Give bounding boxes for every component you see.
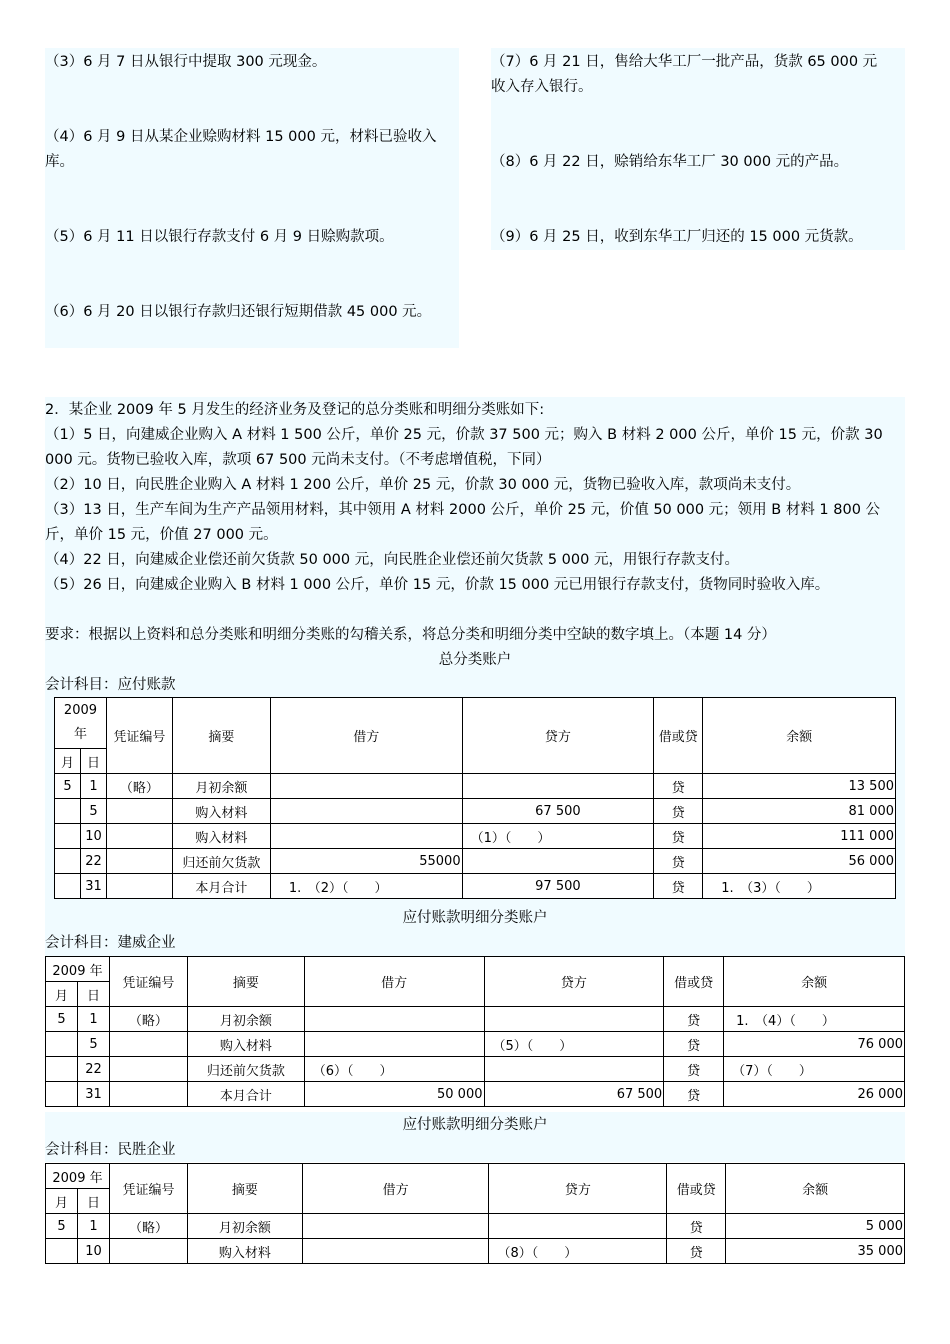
cell-summary: 本月合计 bbox=[187, 1082, 304, 1107]
cell-month: 5 bbox=[46, 1214, 78, 1239]
table-row bbox=[46, 1239, 905, 1264]
s1-item-7: （7）6 月 21 日，售给大华工厂一批产品，货款 65 000 元收入存入银行。 bbox=[491, 54, 878, 95]
s1-item-9: （9）6 月 25 日，收到东华工厂归还的 15 000 元货款。 bbox=[491, 229, 863, 245]
cell-day: 31 bbox=[77, 1082, 109, 1107]
table-row bbox=[55, 849, 896, 874]
cell-dc: 贷 bbox=[654, 849, 703, 874]
cell-voucher: （略） bbox=[109, 1007, 187, 1032]
cell-month: 5 bbox=[55, 774, 81, 799]
cell-debit: （6）（ ） bbox=[304, 1057, 484, 1082]
header-credit: 贷方 bbox=[462, 698, 654, 774]
cell-month bbox=[55, 849, 81, 874]
header-dc: 借或贷 bbox=[654, 698, 703, 774]
cell-summary: 购入材料 bbox=[187, 1032, 304, 1057]
s2-item-3: （3）13 日，生产车间为生产产品领用材料，其中领用 A 材料 2000 公斤，单价 25 元，价值 50 000 元；领用 B 材料 1 800 公斤，单价 15 元，价值 27 000 元。 bbox=[45, 502, 881, 543]
s2-item-1: （1）5 日，向建威企业购入 A 材料 1 500 公斤，单价 25 元，价款 37 500 元；购入 B 材料 2 000 公斤，单价 15 元，价款 30 000 元。货物已验收入库，款项 67 500 元尚未支付。（不考虑增值税，下同） bbox=[45, 427, 883, 468]
cell-month bbox=[55, 874, 81, 899]
cell-dc: 贷 bbox=[664, 1082, 724, 1107]
table-row bbox=[55, 799, 896, 824]
cell-balance: 13 500 bbox=[703, 774, 896, 799]
s2-requirement: 要求：根据以上资料和总分类账和明细分类账的勾稽关系，将总分类和明细分类中空缺的数字填上。（本题 14 分） bbox=[45, 627, 776, 643]
cell-summary: 本月合计 bbox=[172, 874, 270, 899]
cell-dc: 贷 bbox=[654, 824, 703, 849]
header-day: 日 bbox=[77, 1189, 109, 1214]
cell-credit: 97 500 bbox=[462, 874, 654, 899]
cell-debit bbox=[270, 799, 462, 824]
cell-balance: 26 000 bbox=[724, 1082, 905, 1107]
cell-day: 22 bbox=[80, 849, 106, 874]
cell-debit bbox=[270, 774, 462, 799]
cell-credit bbox=[484, 1007, 664, 1032]
cell-dc: 贷 bbox=[664, 1057, 724, 1082]
header-summary: 摘要 bbox=[172, 698, 270, 774]
cell-month bbox=[46, 1239, 78, 1264]
cell-month: 5 bbox=[46, 1007, 78, 1032]
cell-voucher bbox=[106, 849, 172, 874]
cell-voucher bbox=[109, 1057, 187, 1082]
header-day: 日 bbox=[80, 749, 106, 774]
cell-dc: 贷 bbox=[664, 1032, 724, 1057]
cell-voucher: （略） bbox=[109, 1214, 187, 1239]
table-row bbox=[55, 824, 896, 849]
s1-item-4: （4）6 月 9 日从某企业赊购材料 15 000 元，材料已验收入库。 bbox=[45, 129, 437, 170]
table-row bbox=[55, 874, 896, 899]
header-year: 2009 年 bbox=[46, 957, 110, 982]
cell-balance: 1. （4）（ ） bbox=[724, 1007, 905, 1032]
table-row bbox=[46, 1082, 905, 1107]
s1-item-8: （8）6 月 22 日，赊销给东华工厂 30 000 元的产品。 bbox=[491, 154, 849, 170]
header-credit: 贷方 bbox=[484, 957, 664, 1007]
cell-summary: 月初余额 bbox=[172, 774, 270, 799]
cell-credit bbox=[489, 1214, 667, 1239]
header-debit: 借方 bbox=[302, 1164, 489, 1214]
ledger1-title: 总分类账户 bbox=[438, 652, 512, 668]
ledger2-subject: 会计科目：建威企业 bbox=[45, 935, 176, 951]
cell-dc: 贷 bbox=[667, 1214, 726, 1239]
cell-voucher bbox=[106, 799, 172, 824]
header-month: 月 bbox=[46, 1189, 78, 1214]
cell-balance: 35 000 bbox=[726, 1239, 905, 1264]
cell-summary: 归还前欠货款 bbox=[172, 849, 270, 874]
header-balance: 余额 bbox=[726, 1164, 905, 1214]
header-summary: 摘要 bbox=[187, 1164, 302, 1214]
cell-voucher bbox=[106, 824, 172, 849]
cell-debit bbox=[270, 824, 462, 849]
header-dc: 借或贷 bbox=[667, 1164, 726, 1214]
ledger3-subject: 会计科目：民胜企业 bbox=[45, 1142, 176, 1158]
cell-balance: 1. （3）（ ） bbox=[703, 874, 896, 899]
cell-debit bbox=[304, 1032, 484, 1057]
table-row bbox=[46, 1032, 905, 1057]
cell-credit bbox=[462, 774, 654, 799]
cell-day: 10 bbox=[80, 824, 106, 849]
cell-voucher bbox=[109, 1082, 187, 1107]
cell-dc: 贷 bbox=[664, 1007, 724, 1032]
cell-day: 10 bbox=[77, 1239, 109, 1264]
s1-item-6: （6）6 月 20 日以银行存款归还银行短期借款 45 000 元。 bbox=[45, 304, 432, 320]
cell-dc: 贷 bbox=[654, 874, 703, 899]
s2-item-2: （2）10 日，向民胜企业购入 A 材料 1 200 公斤，单价 25 元，价款 30 000 元，货物已验收入库，款项尚未支付。 bbox=[45, 477, 801, 493]
header-debit: 借方 bbox=[270, 698, 462, 774]
cell-day: 5 bbox=[77, 1032, 109, 1057]
s2-intro: 2．某企业 2009 年 5 月发生的经济业务及登记的总分类账和明细分类账如下: bbox=[45, 402, 545, 418]
ledger3-title: 应付账款明细分类账户 bbox=[402, 1117, 548, 1133]
cell-voucher bbox=[109, 1032, 187, 1057]
header-day: 日 bbox=[77, 982, 109, 1007]
cell-debit: 55000 bbox=[270, 849, 462, 874]
cell-month bbox=[46, 1032, 78, 1057]
header-voucher: 凭证编号 bbox=[109, 957, 187, 1007]
cell-day: 5 bbox=[80, 799, 106, 824]
s1-item-3: （3）6 月 7 日从银行中提取 300 元现金。 bbox=[45, 54, 327, 70]
cell-balance: 76 000 bbox=[724, 1032, 905, 1057]
ledger1-table bbox=[54, 697, 896, 899]
cell-dc: 贷 bbox=[654, 774, 703, 799]
cell-dc: 贷 bbox=[654, 799, 703, 824]
table-row bbox=[46, 1007, 905, 1032]
cell-day: 1 bbox=[77, 1007, 109, 1032]
table-row bbox=[46, 1214, 905, 1239]
cell-credit: （5）（ ） bbox=[484, 1032, 664, 1057]
cell-credit: （8）（ ） bbox=[489, 1239, 667, 1264]
cell-balance: 111 000 bbox=[703, 824, 896, 849]
cell-day: 31 bbox=[80, 874, 106, 899]
cell-month bbox=[55, 824, 81, 849]
cell-voucher bbox=[109, 1239, 187, 1264]
cell-summary: 月初余额 bbox=[187, 1214, 302, 1239]
cell-summary: 购入材料 bbox=[172, 799, 270, 824]
cell-debit bbox=[304, 1007, 484, 1032]
cell-balance: （7）（ ） bbox=[724, 1057, 905, 1082]
cell-balance: 56 000 bbox=[703, 849, 896, 874]
ledger1-subject: 会计科目：应付账款 bbox=[45, 677, 176, 693]
cell-summary: 购入材料 bbox=[172, 824, 270, 849]
header-balance: 余额 bbox=[724, 957, 905, 1007]
cell-debit bbox=[302, 1214, 489, 1239]
header-voucher: 凭证编号 bbox=[109, 1164, 187, 1214]
cell-voucher: （略） bbox=[106, 774, 172, 799]
header-month: 月 bbox=[55, 749, 81, 774]
cell-debit bbox=[302, 1239, 489, 1264]
header-month: 月 bbox=[46, 982, 78, 1007]
cell-day: 22 bbox=[77, 1057, 109, 1082]
ledger3-table bbox=[45, 1163, 905, 1264]
s1-item-5: （5）6 月 11 日以银行存款支付 6 月 9 日赊购款项。 bbox=[45, 229, 394, 245]
cell-credit bbox=[484, 1057, 664, 1082]
table-row bbox=[46, 1057, 905, 1082]
cell-balance: 81 000 bbox=[703, 799, 896, 824]
cell-balance: 5 000 bbox=[726, 1214, 905, 1239]
header-year: 2009 年 bbox=[55, 698, 107, 749]
cell-month bbox=[46, 1082, 78, 1107]
cell-day: 1 bbox=[80, 774, 106, 799]
cell-voucher bbox=[106, 874, 172, 899]
header-summary: 摘要 bbox=[187, 957, 304, 1007]
cell-credit: 67 500 bbox=[484, 1082, 664, 1107]
cell-debit: 50 000 bbox=[304, 1082, 484, 1107]
cell-credit: 67 500 bbox=[462, 799, 654, 824]
cell-month bbox=[55, 799, 81, 824]
cell-day: 1 bbox=[77, 1214, 109, 1239]
s2-item-4: （4）22 日，向建威企业偿还前欠货款 50 000 元，向民胜企业偿还前欠货款 5 000 元，用银行存款支付。 bbox=[45, 552, 739, 568]
s2-item-5: （5）26 日，向建威企业购入 B 材料 1 000 公斤，单价 15 元，价款 15 000 元已用银行存款支付，货物同时验收入库。 bbox=[45, 577, 830, 593]
cell-dc: 贷 bbox=[667, 1239, 726, 1264]
cell-debit: 1. （2）（ ） bbox=[270, 874, 462, 899]
header-debit: 借方 bbox=[304, 957, 484, 1007]
ledger2-table bbox=[45, 956, 905, 1107]
cell-month bbox=[46, 1057, 78, 1082]
table-row bbox=[55, 774, 896, 799]
header-year: 2009 年 bbox=[46, 1164, 110, 1189]
cell-credit bbox=[462, 849, 654, 874]
cell-summary: 归还前欠货款 bbox=[187, 1057, 304, 1082]
header-dc: 借或贷 bbox=[664, 957, 724, 1007]
ledger2-title: 应付账款明细分类账户 bbox=[402, 910, 548, 926]
cell-credit: （1）（ ） bbox=[462, 824, 654, 849]
cell-summary: 购入材料 bbox=[187, 1239, 302, 1264]
header-credit: 贷方 bbox=[489, 1164, 667, 1214]
header-voucher: 凭证编号 bbox=[106, 698, 172, 774]
cell-summary: 月初余额 bbox=[187, 1007, 304, 1032]
header-balance: 余额 bbox=[703, 698, 896, 774]
